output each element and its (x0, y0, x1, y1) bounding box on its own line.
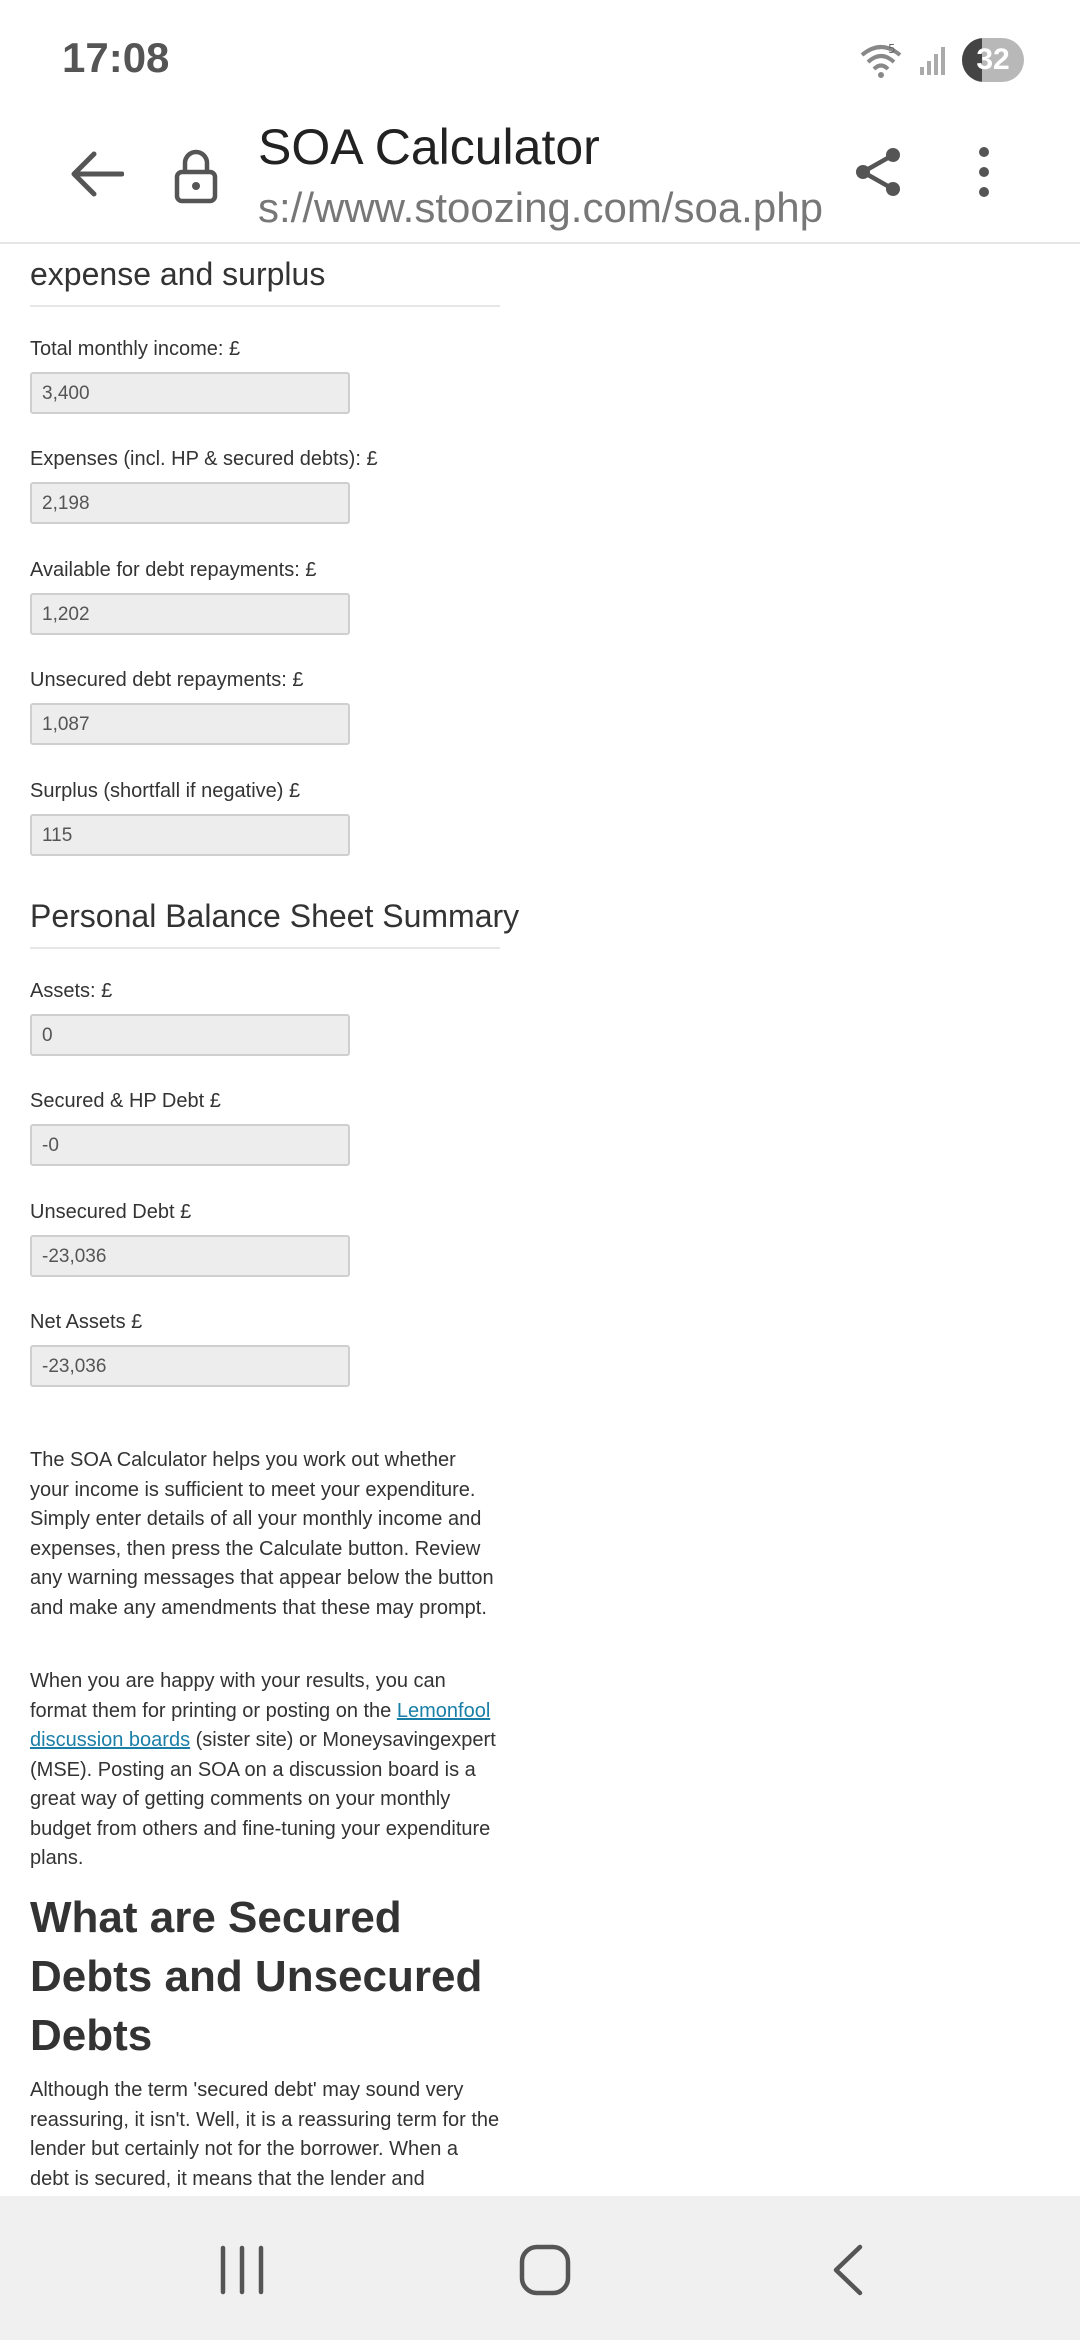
page-content (0, 244, 1080, 2196)
intro-paragraph-2 (30, 1667, 500, 1874)
nav-back-button[interactable] (808, 2240, 888, 2300)
svg-text:5: 5 (888, 42, 896, 56)
intro-text-after: (sister site) or Moneysavingexpert (MSE). Posting an SOA on a discussion board is a great way of getting comments on your monthly budget from others and fine-tuning your expenditure plans. (30, 1729, 496, 1869)
home-icon (518, 2243, 572, 2297)
field-label-unsecured-repayments: Unsecured debt repayments: £ (30, 669, 304, 691)
more-vertical-icon (977, 146, 991, 198)
lemonfool-link[interactable]: Lemonfool discussion boards (30, 1699, 491, 1751)
status-time: 17:08 (62, 34, 170, 81)
secured-debts-heading: What are Secured Debts and Unsecured Debts (30, 1893, 483, 2060)
field-expenses: 2,198 (30, 482, 350, 524)
field-available-repayments: 1,202 (30, 593, 350, 635)
lock-icon (174, 148, 218, 204)
recent-apps-button[interactable] (202, 2240, 282, 2300)
battery-icon (962, 38, 1024, 82)
field-label-net-assets: Net Assets £ (30, 1311, 143, 1333)
field-label-available: Available for debt repayments: £ (30, 559, 317, 581)
section-heading-balance-sheet: Personal Balance Sheet Summary (30, 898, 500, 949)
browser-toolbar (0, 118, 1080, 244)
signal-icon (918, 43, 948, 77)
share-button[interactable] (848, 142, 908, 202)
more-options-button[interactable] (964, 142, 1004, 202)
arrow-left-icon (68, 150, 124, 198)
url-bar[interactable]: s://www.stoozing.com/soa.php (258, 184, 823, 231)
field-label-assets: Assets: £ (30, 980, 113, 1002)
intro-paragraph: The SOA Calculator helps you work out whether your income is sufficient to meet your expenditure. Simply enter details of all your monthly income and expenses, then press the Calculate button. Review any warning messages that appear below the button and make any amendments that these may prompt. (30, 1449, 494, 1619)
battery-level: 32 (976, 43, 1010, 76)
field-label-expenses: Expenses (incl. HP & secured debts): £ (30, 448, 378, 470)
intro-text-before: When you are happy with your results, you can format them for printing or posting on the (30, 1670, 446, 1722)
site-security-button[interactable] (168, 140, 224, 212)
wifi-icon (858, 41, 904, 79)
recent-apps-icon (217, 2244, 267, 2296)
field-net-assets: -23,036 (30, 1345, 350, 1387)
field-label-secured-debt: Secured & HP Debt £ (30, 1090, 221, 1112)
section-heading-surplus: expense and surplus (30, 256, 500, 307)
field-unsecured-repayments: 1,087 (30, 703, 350, 745)
field-label-income: Total monthly income: £ (30, 338, 241, 360)
page-title: SOA Calculator (258, 119, 600, 175)
field-unsecured-debt: -23,036 (30, 1235, 350, 1277)
chevron-left-icon (828, 2243, 868, 2297)
back-button[interactable] (62, 140, 130, 208)
field-secured-debt: -0 (30, 1124, 350, 1166)
field-label-surplus: Surplus (shortfall if negative) £ (30, 780, 301, 802)
status-icons (858, 38, 1024, 82)
system-nav-bar (0, 2196, 1080, 2340)
home-button[interactable] (505, 2240, 585, 2300)
field-surplus: 115 (30, 814, 350, 856)
field-assets: 0 (30, 1014, 350, 1056)
share-icon (853, 146, 903, 198)
field-total-income: 3,400 (30, 372, 350, 414)
field-label-unsecured-debt: Unsecured Debt £ (30, 1201, 192, 1223)
status-bar (0, 0, 1080, 118)
secured-debts-paragraph: Although the term 'secured debt' may sound very reassuring, it isn't. Well, it is a reassuring term for the lender but certainly not for the borrower. When a debt is secured, it means that the lender and (30, 2079, 500, 2190)
